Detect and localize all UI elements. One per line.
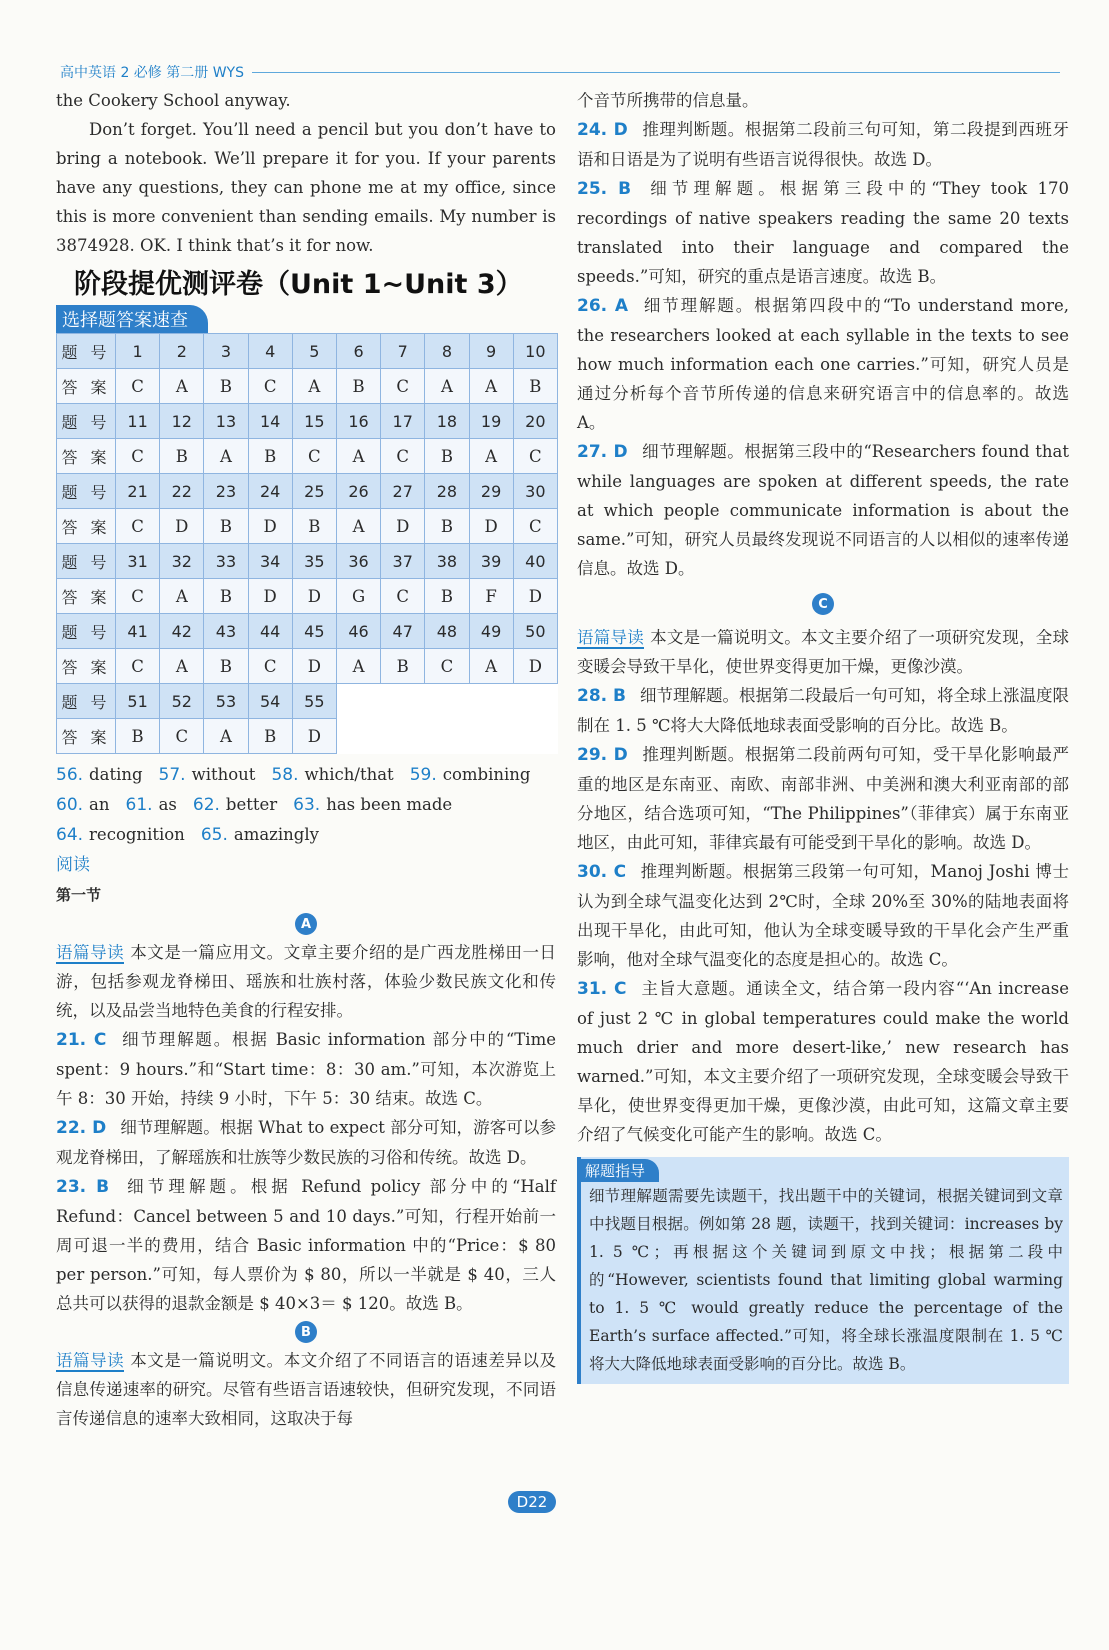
question-number-cell: 43 bbox=[204, 614, 248, 649]
fill-item bbox=[159, 765, 256, 784]
question-number-cell: 18 bbox=[425, 404, 469, 439]
answer-label: 答 案 bbox=[57, 649, 116, 684]
answer-cell: B bbox=[248, 439, 292, 474]
answer-cell: B bbox=[248, 719, 292, 754]
question-number-cell: 17 bbox=[381, 404, 425, 439]
question-number-cell: 20 bbox=[513, 404, 557, 439]
question-number-cell: 29 bbox=[469, 474, 513, 509]
num-label: 题 号 bbox=[57, 614, 116, 649]
fill-item bbox=[56, 765, 143, 784]
table-answer-row bbox=[57, 649, 558, 684]
answer-cell: D bbox=[513, 649, 557, 684]
q22-number: 22. D bbox=[56, 1118, 107, 1138]
table-num-row bbox=[57, 334, 558, 369]
question-number-cell: 6 bbox=[336, 334, 380, 369]
fill-number: 59. bbox=[409, 765, 437, 785]
continued-text: 个音节所携带的信息量。 bbox=[577, 91, 759, 110]
fill-item bbox=[410, 765, 531, 784]
answer-cell: A bbox=[160, 369, 204, 404]
answer-cell: B bbox=[425, 509, 469, 544]
question-number-cell bbox=[425, 684, 469, 719]
question-number-cell: 1 bbox=[116, 334, 160, 369]
answer-cell: A bbox=[292, 369, 336, 404]
left-column bbox=[56, 86, 556, 1433]
q25-number: 25. B bbox=[577, 179, 632, 199]
table-num-row bbox=[57, 474, 558, 509]
question-number-cell: 47 bbox=[381, 614, 425, 649]
question-number-cell: 14 bbox=[248, 404, 292, 439]
guide-text-a: 本文是一篇应用文。文章主要介绍的是广西龙胜梯田一日游，包括参观龙脊梯田、瑶族和壮族村落，体验少数民族文化和传统，以及品尝当地特色美食的行程安排。 bbox=[56, 943, 557, 1020]
question-number-cell: 30 bbox=[513, 474, 557, 509]
q25-text: 细节理解题。根据第三段中的“They took 170 recordings of native speakers reading the same 20 texts translated into their language and compared the speeds.”可知，研究的重点是语言速度。故选 B。 bbox=[577, 179, 1069, 286]
fill-number: 57. bbox=[158, 765, 186, 785]
q23-number: 23. B bbox=[56, 1177, 110, 1197]
question-number-cell: 39 bbox=[469, 544, 513, 579]
fill-answer: combining bbox=[442, 765, 531, 784]
q24-number: 24. D bbox=[577, 120, 628, 140]
answer-cell: C bbox=[513, 439, 557, 474]
answer-cell: B bbox=[204, 649, 248, 684]
intro-para-1: the Cookery School anyway. bbox=[56, 91, 291, 110]
answer-cell: B bbox=[381, 649, 425, 684]
fill-item bbox=[126, 795, 177, 814]
answer-cell: B bbox=[204, 369, 248, 404]
q31-text: 主旨大意题。通读全文，结合第一段内容“‘An increase of just 2 ℃ in global temperatures could make the world much drier and more desert-like,’ new research has warned.”可知，本文主要介绍了一项研究发现，全球变暖会导致干旱化，使世界变得更加干燥，更像沙漠，由此可知，这篇文章主要介绍了气候变化可能产生的影响。故选 C。 bbox=[577, 979, 1069, 1144]
question-number-cell: 12 bbox=[160, 404, 204, 439]
answer-cell: C bbox=[116, 369, 160, 404]
q31-number: 31. C bbox=[577, 979, 627, 999]
answer-cell: B bbox=[204, 509, 248, 544]
answer-cell: A bbox=[469, 439, 513, 474]
answer-cell: C bbox=[116, 509, 160, 544]
answer-cell: B bbox=[336, 369, 380, 404]
answer-cell: C bbox=[425, 649, 469, 684]
question-number-cell: 49 bbox=[469, 614, 513, 649]
answer-cell bbox=[425, 719, 469, 754]
num-label: 题 号 bbox=[57, 334, 116, 369]
intro-para-2: Don’t forget. You’ll need a pencil but you don’t have to bring a notebook. We’ll prepare it for you. If your parents have any questions, they can phone me at my office, since this is more convenient than sending emails. My number is 3874928. OK. I think that’s it for now. bbox=[56, 120, 556, 255]
answer-cell: D bbox=[513, 579, 557, 614]
q30-number: 30. C bbox=[577, 862, 627, 882]
question-number-cell: 37 bbox=[381, 544, 425, 579]
answer-cell: D bbox=[292, 579, 336, 614]
question-number-cell: 19 bbox=[469, 404, 513, 439]
answer-cell: A bbox=[336, 649, 380, 684]
num-label: 题 号 bbox=[57, 684, 116, 719]
question-number-cell: 7 bbox=[381, 334, 425, 369]
answer-cell: A bbox=[160, 579, 204, 614]
question-number-cell: 11 bbox=[116, 404, 160, 439]
answer-cell: C bbox=[513, 509, 557, 544]
answer-table-tab: 选择题答案速查 bbox=[56, 305, 208, 333]
right-column bbox=[577, 86, 1069, 1384]
answer-cell: D bbox=[469, 509, 513, 544]
question-number-cell bbox=[469, 684, 513, 719]
fill-number: 56. bbox=[56, 765, 84, 785]
answer-cell: C bbox=[248, 369, 292, 404]
q29-text: 推理判断题。根据第二段前两句可知，受干旱化影响最严重的地区是东南亚、南欧、南部非洲、中美洲和澳大利亚南部的部分地区，结合选项可知，“The Philippines”（菲律宾）属于东南亚地区，由此可知，菲律宾最有可能受到干旱化的影响。故选 D。 bbox=[577, 745, 1070, 852]
question-number-cell: 50 bbox=[513, 614, 557, 649]
guide-label-c: 语篇导读 bbox=[577, 628, 645, 647]
question-number-cell: 34 bbox=[248, 544, 292, 579]
question-number-cell: 36 bbox=[336, 544, 380, 579]
table-num-row bbox=[57, 614, 558, 649]
question-number-cell bbox=[381, 684, 425, 719]
answer-cell: B bbox=[292, 509, 336, 544]
question-number-cell bbox=[336, 684, 380, 719]
answer-cell: D bbox=[292, 719, 336, 754]
passage-c-badge: C bbox=[812, 593, 834, 615]
page-number: D22 bbox=[508, 1491, 556, 1513]
table-num-row bbox=[57, 684, 558, 719]
q24-text: 推理判断题。根据第二段前三句可知，第二段提到西班牙语和日语是为了说明有些语言说得很快。故选 D。 bbox=[577, 120, 1070, 169]
fill-answer: an bbox=[89, 795, 110, 814]
q21-text: 细节理解题。根据 Basic information 部分中的“Time spent：9 hours.”和“Start time：8：30 am.”可知，本次游览上午 8：30 开始，持续 9 小时，下午 5：30 结束。故选 C。 bbox=[56, 1030, 556, 1108]
table-answer-row bbox=[57, 439, 558, 474]
fill-line bbox=[56, 760, 556, 790]
answer-cell: C bbox=[248, 649, 292, 684]
answer-cell: C bbox=[116, 439, 160, 474]
answer-table bbox=[56, 333, 558, 754]
fill-line bbox=[56, 820, 556, 850]
answer-cell: A bbox=[336, 439, 380, 474]
question-number-cell: 21 bbox=[116, 474, 160, 509]
question-number-cell: 53 bbox=[204, 684, 248, 719]
guide-text-b: 本文是一篇说明文。本文介绍了不同语言的语速差异以及信息传递速率的研究。尽管有些语言语速较快，但研究发现，不同语言传递信息的速率大致相同，这取决于每 bbox=[56, 1351, 557, 1428]
question-number-cell: 40 bbox=[513, 544, 557, 579]
fill-number: 61. bbox=[125, 795, 153, 815]
answer-cell: B bbox=[513, 369, 557, 404]
q26-text: 细节理解题。根据第四段中的“To understand more, the researchers looked at each syllable in the texts to see how much information each one carries.”可知，研究人员是通过分析每个音节所传递的信息来研究语言中的信息率的。故选 A。 bbox=[577, 296, 1069, 432]
answer-cell bbox=[336, 719, 380, 754]
question-number-cell: 52 bbox=[160, 684, 204, 719]
q27-text: 细节理解题。根据第三段中的“Researchers found that while languages are spoken at different speeds, the rate at which people communicate information is about the same.”可知，研究人员最终发现说不同语言的人以相似的速率传递信息。故选 D。 bbox=[577, 442, 1070, 578]
fill-answer: better bbox=[225, 795, 278, 814]
question-number-cell: 46 bbox=[336, 614, 380, 649]
section-title: 阶段提优测评卷（Unit 1~Unit 3） bbox=[74, 269, 523, 300]
answer-cell: F bbox=[469, 579, 513, 614]
question-number-cell: 35 bbox=[292, 544, 336, 579]
answer-cell: D bbox=[381, 509, 425, 544]
answer-cell: D bbox=[248, 579, 292, 614]
fill-line bbox=[56, 790, 556, 820]
fill-number: 62. bbox=[192, 795, 220, 815]
question-number-cell: 22 bbox=[160, 474, 204, 509]
fill-item bbox=[293, 795, 452, 814]
question-number-cell: 13 bbox=[204, 404, 248, 439]
answer-label: 答 案 bbox=[57, 719, 116, 754]
page-header bbox=[60, 62, 1060, 82]
answer-cell: A bbox=[425, 369, 469, 404]
table-answer-row bbox=[57, 579, 558, 614]
fill-number: 58. bbox=[271, 765, 299, 785]
question-number-cell: 33 bbox=[204, 544, 248, 579]
fill-number: 64. bbox=[56, 825, 84, 845]
fill-answer: amazingly bbox=[233, 825, 319, 844]
question-number-cell: 15 bbox=[292, 404, 336, 439]
answer-cell: B bbox=[425, 439, 469, 474]
fill-number: 65. bbox=[200, 825, 228, 845]
num-label: 题 号 bbox=[57, 544, 116, 579]
question-number-cell: 2 bbox=[160, 334, 204, 369]
guide-label-b: 语篇导读 bbox=[56, 1351, 125, 1370]
fill-answer: without bbox=[191, 765, 256, 784]
question-number-cell: 5 bbox=[292, 334, 336, 369]
answer-cell bbox=[381, 719, 425, 754]
fill-answer: which/that bbox=[304, 765, 394, 784]
fill-answer: dating bbox=[89, 765, 143, 784]
header-text: 高中英语 2 必修 第二册 WYS bbox=[60, 65, 244, 81]
q29-number: 29. D bbox=[577, 745, 628, 765]
table-answer-row bbox=[57, 719, 558, 754]
answer-cell: C bbox=[160, 719, 204, 754]
passage-a-badge: A bbox=[295, 913, 317, 935]
table-num-row bbox=[57, 544, 558, 579]
answer-cell: D bbox=[292, 649, 336, 684]
answer-cell: B bbox=[204, 579, 248, 614]
question-number-cell: 28 bbox=[425, 474, 469, 509]
question-number-cell: 16 bbox=[336, 404, 380, 439]
num-label: 题 号 bbox=[57, 474, 116, 509]
answer-cell: A bbox=[469, 649, 513, 684]
question-number-cell: 55 bbox=[292, 684, 336, 719]
q21-number: 21. C bbox=[56, 1030, 107, 1050]
answer-label: 答 案 bbox=[57, 369, 116, 404]
question-number-cell: 38 bbox=[425, 544, 469, 579]
answer-cell: A bbox=[160, 649, 204, 684]
answer-label: 答 案 bbox=[57, 579, 116, 614]
question-number-cell: 32 bbox=[160, 544, 204, 579]
part-heading: 第一节 bbox=[56, 886, 102, 904]
guide-text-c: 本文是一篇说明文。本文主要介绍了一项研究发现，全球变暖会导致干旱化，使世界变得更加干燥，更像沙漠。 bbox=[577, 628, 1070, 676]
fill-answer: has been made bbox=[326, 795, 453, 814]
answer-cell: D bbox=[160, 509, 204, 544]
answer-cell: C bbox=[292, 439, 336, 474]
question-number-cell: 25 bbox=[292, 474, 336, 509]
question-number-cell: 51 bbox=[116, 684, 160, 719]
answer-label: 答 案 bbox=[57, 439, 116, 474]
guide-label-a: 语篇导读 bbox=[56, 943, 125, 962]
question-number-cell: 3 bbox=[204, 334, 248, 369]
question-number-cell: 45 bbox=[292, 614, 336, 649]
question-number-cell: 4 bbox=[248, 334, 292, 369]
q28-text: 细节理解题。根据第二段最后一句可知，将全球上涨温度限制在 1. 5 ℃将大大降低地球表面受影响的百分比。故选 B。 bbox=[577, 686, 1069, 735]
answer-cell bbox=[513, 719, 557, 754]
fill-answers bbox=[56, 760, 556, 850]
q27-number: 27. D bbox=[577, 442, 628, 462]
question-number-cell: 27 bbox=[381, 474, 425, 509]
answer-cell: B bbox=[160, 439, 204, 474]
answer-cell: A bbox=[469, 369, 513, 404]
question-number-cell: 48 bbox=[425, 614, 469, 649]
q30-text: 推理判断题。根据第三段第一句可知，Manoj Joshi 博士认为到全球气温变化达到 2℃时，全球 20%至 30%的陆地表面将出现干旱化，由此可知，他认为全球变暖导致的干旱化会产生严重影响，他对全球气温变化的态度是担心的。故选 C。 bbox=[577, 862, 1069, 969]
answer-cell: A bbox=[336, 509, 380, 544]
answer-cell: C bbox=[116, 579, 160, 614]
question-number-cell: 26 bbox=[336, 474, 380, 509]
question-number-cell bbox=[513, 684, 557, 719]
tips-label: 解题指导 bbox=[581, 1159, 659, 1182]
question-number-cell: 10 bbox=[513, 334, 557, 369]
answer-cell: C bbox=[381, 369, 425, 404]
fill-item bbox=[56, 825, 185, 844]
answer-label: 答 案 bbox=[57, 509, 116, 544]
passage-b-badge: B bbox=[295, 1321, 317, 1343]
answer-cell: C bbox=[381, 579, 425, 614]
table-answer-row bbox=[57, 509, 558, 544]
fill-item bbox=[201, 825, 319, 844]
fill-item bbox=[56, 795, 110, 814]
answer-cell: D bbox=[248, 509, 292, 544]
header-rule bbox=[252, 72, 1060, 73]
tips-text: 细节理解题需要先读题干，找出题干中的关键词，根据关键词到文章中找题目根据。例如第 28 题，读题干，找到关键词：increases by 1. 5 ℃；再根据这个关键词到原文中找；根据第二段中的“However, scientists found that limiting global warming to 1. 5 ℃ would greatly reduce the percentage of the Earth’s surface affected.”可知，将全球长涨温度限制在 1. 5 ℃将大大降低地球表面受影响的百分比。故选 B。 bbox=[589, 1187, 1063, 1373]
tips-box bbox=[577, 1157, 1069, 1384]
question-number-cell: 23 bbox=[204, 474, 248, 509]
answer-cell bbox=[469, 719, 513, 754]
fill-number: 60. bbox=[56, 795, 84, 815]
answer-cell: A bbox=[204, 719, 248, 754]
reading-heading: 阅读 bbox=[56, 855, 90, 875]
num-label: 题 号 bbox=[57, 404, 116, 439]
answer-cell: C bbox=[381, 439, 425, 474]
fill-item bbox=[271, 765, 393, 784]
table-num-row bbox=[57, 404, 558, 439]
question-number-cell: 24 bbox=[248, 474, 292, 509]
q26-number: 26. A bbox=[577, 296, 629, 316]
question-number-cell: 9 bbox=[469, 334, 513, 369]
fill-answer: recognition bbox=[89, 825, 185, 844]
q23-text: 细节理解题。根据 Refund policy 部分中的“Half Refund：Cancel between 5 and 10 days.”可知，行程开始前一周可退一半的费用，结合 Basic information 中的“Price：$ 80 per person.”可知，每人票价为 $ 80，所以一半就是 $ 40，三人总共可以获得的退款金额是 $ 40×3＝ $ 120。故选 B。 bbox=[56, 1177, 556, 1313]
question-number-cell: 41 bbox=[116, 614, 160, 649]
q22-text: 细节理解题。根据 What to expect 部分可知，游客可以参观龙脊梯田，了解瑶族和壮族等少数民族的习俗和传统。故选 D。 bbox=[56, 1118, 556, 1167]
answer-cell: B bbox=[116, 719, 160, 754]
fill-answer: as bbox=[158, 795, 177, 814]
answer-cell: C bbox=[116, 649, 160, 684]
table-answer-row bbox=[57, 369, 558, 404]
fill-item bbox=[193, 795, 277, 814]
fill-number: 63. bbox=[293, 795, 321, 815]
question-number-cell: 42 bbox=[160, 614, 204, 649]
question-number-cell: 31 bbox=[116, 544, 160, 579]
question-number-cell: 44 bbox=[248, 614, 292, 649]
q28-number: 28. B bbox=[577, 686, 626, 706]
question-number-cell: 8 bbox=[425, 334, 469, 369]
answer-cell: G bbox=[336, 579, 380, 614]
question-number-cell: 54 bbox=[248, 684, 292, 719]
answer-cell: A bbox=[204, 439, 248, 474]
answer-cell: B bbox=[425, 579, 469, 614]
